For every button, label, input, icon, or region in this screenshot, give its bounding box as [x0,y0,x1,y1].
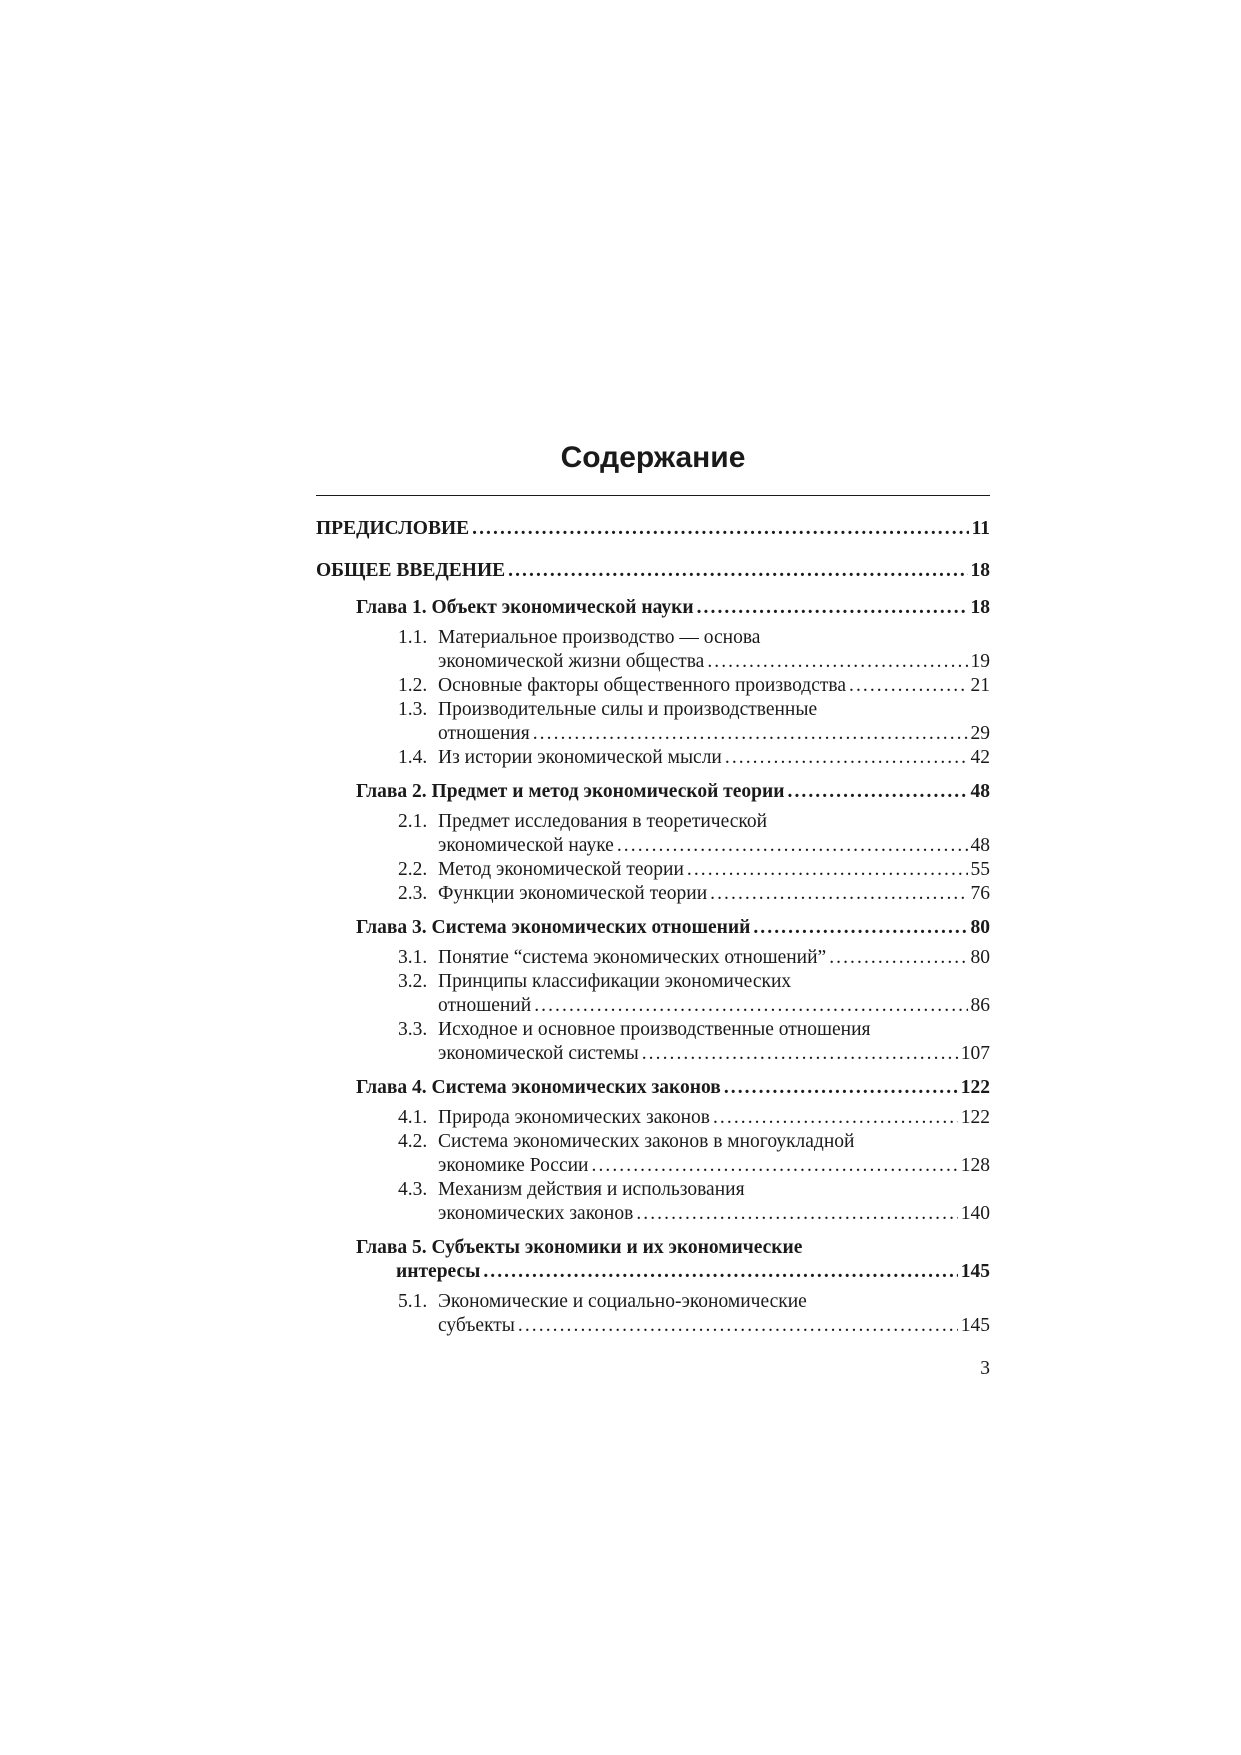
toc-page-number: 48 [970,781,990,802]
toc-page-number: 122 [960,1107,990,1128]
leader-dots [518,1314,958,1338]
leader-dots [636,1202,957,1226]
toc-page-number: 48 [970,835,990,856]
toc-section-2-2[interactable] [316,858,990,882]
leader-dots [483,1260,957,1284]
toc-chapter-5[interactable] [316,1236,990,1284]
toc-page [316,440,990,1338]
section-number: 3.2. [398,971,428,992]
section-number: 3.1. [398,947,428,968]
toc-page-number: 21 [970,675,990,696]
toc-section-3-3[interactable] [316,1018,990,1066]
leader-dots [713,1106,958,1130]
leader-dots [849,674,968,698]
section-number: 2.2. [398,859,428,880]
leader-dots [697,596,968,620]
toc-entry-text: Природа экономических законов [438,1107,710,1128]
toc-entry-text: Метод экономической теории [438,859,684,880]
toc-page-number: 128 [960,1155,990,1176]
leader-dots [687,858,968,882]
leader-dots [642,1042,958,1066]
toc-page-number: 80 [970,947,990,968]
leader-dots [753,916,967,940]
toc-entry-text-cont: интересы [396,1261,481,1282]
toc-entry-text: Материальное производство — основа [438,627,761,648]
toc-entry-text: ОБЩЕЕ ВВЕДЕНИЕ [316,560,506,581]
leader-dots [707,650,967,674]
toc-entry-text: Глава 2. Предмет и метод экономической теории [356,781,785,802]
toc-entry-text: Глава 3. Система экономических отношений [356,917,751,938]
section-number: 3.3. [398,1019,428,1040]
section-number: 2.1. [398,811,428,832]
toc-page-number: 18 [970,597,990,618]
toc-entry-text-cont: отношения [438,723,530,744]
section-number: 1.2. [398,675,428,696]
toc-entry-text: Основные факторы общественного производства [438,675,846,696]
toc-section-2-3[interactable] [316,882,990,906]
page-number: 3 [980,1358,990,1379]
toc-page-number: 107 [960,1043,990,1064]
section-number: 1.1. [398,627,428,648]
toc-page-number: 80 [970,917,990,938]
toc-page-number: 86 [970,995,990,1016]
toc-entry-text: Принципы классификации экономических [438,971,792,992]
toc-entry-text-cont: экономической науке [438,835,614,856]
leader-dots [617,834,968,858]
toc-section-1-4[interactable] [316,746,990,770]
section-number: 4.3. [398,1179,428,1200]
toc-section-5-1[interactable] [316,1290,990,1338]
leader-dots [472,517,968,541]
toc-section-3-1[interactable] [316,946,990,970]
toc-page-number: 29 [970,723,990,744]
table-of-contents [316,517,990,1338]
leader-dots [592,1154,958,1178]
toc-chapter-3[interactable] [316,916,990,940]
leader-dots [534,994,967,1018]
toc-entry-text: Функции экономической теории [438,883,708,904]
toc-entry-text: Глава 4. Система экономических законов [356,1077,721,1098]
toc-entry-intro[interactable] [316,559,990,583]
toc-section-4-1[interactable] [316,1106,990,1130]
toc-entry-text-cont: экономической жизни общества [438,651,705,672]
toc-page-number: 145 [960,1315,990,1336]
toc-entry-text-cont: экономике России [438,1155,589,1176]
toc-entry-text-cont: экономической системы [438,1043,639,1064]
leader-dots [788,780,968,804]
page-title: Содержание [560,441,746,474]
toc-entry-text-cont: экономических законов [438,1203,634,1224]
toc-entry-text: Исходное и основное производственные отношения [438,1019,871,1040]
toc-page-number: 140 [960,1203,990,1224]
toc-entry-text: Механизм действия и использования [438,1179,745,1200]
toc-page-number: 76 [970,883,990,904]
toc-entry-text: ПРЕДИСЛОВИЕ [316,518,470,539]
section-number: 4.1. [398,1107,428,1128]
section-number: 4.2. [398,1131,428,1152]
toc-section-1-1[interactable] [316,626,990,674]
toc-chapter-2[interactable] [316,780,990,804]
toc-entry-text: Глава 5. Субъекты экономики и их экономические [356,1237,803,1258]
toc-chapter-1[interactable] [316,596,990,620]
toc-section-2-1[interactable] [316,810,990,858]
leader-dots [508,559,967,583]
toc-section-3-2[interactable] [316,970,990,1018]
toc-section-4-3[interactable] [316,1178,990,1226]
leader-dots [533,722,968,746]
section-number: 1.3. [398,699,428,720]
section-number: 5.1. [398,1291,428,1312]
toc-section-4-2[interactable] [316,1130,990,1178]
toc-page-number: 145 [960,1261,990,1282]
toc-entry-text: Предмет исследования в теоретической [438,811,768,832]
toc-entry-text: Экономические и социально-экономические [438,1291,807,1312]
section-number: 2.3. [398,883,428,904]
toc-entry-preface[interactable] [316,517,990,541]
toc-page-number: 122 [960,1077,990,1098]
toc-entry-text: Производительные силы и производственные [438,699,818,720]
toc-page-number: 55 [970,859,990,880]
toc-entry-text: Из истории экономической мысли [438,747,722,768]
leader-dots [829,946,967,970]
toc-section-1-2[interactable] [316,674,990,698]
toc-entry-text-cont: отношений [438,995,532,1016]
toc-entry-text: Система экономических законов в многоукладной [438,1131,855,1152]
title-divider [316,495,990,496]
toc-entry-text-cont: субъекты [438,1315,515,1336]
toc-chapter-4[interactable] [316,1076,990,1100]
leader-dots [710,882,967,906]
toc-page-number: 19 [970,651,990,672]
leader-dots [725,746,968,770]
section-number: 1.4. [398,747,428,768]
toc-page-number: 42 [970,747,990,768]
toc-entry-text: Понятие “система экономических отношений” [438,947,827,968]
toc-section-1-3[interactable] [316,698,990,746]
leader-dots [724,1076,958,1100]
toc-page-number: 18 [970,560,990,581]
toc-page-number: 11 [971,518,990,539]
toc-entry-text: Глава 1. Объект экономической науки [356,597,694,618]
